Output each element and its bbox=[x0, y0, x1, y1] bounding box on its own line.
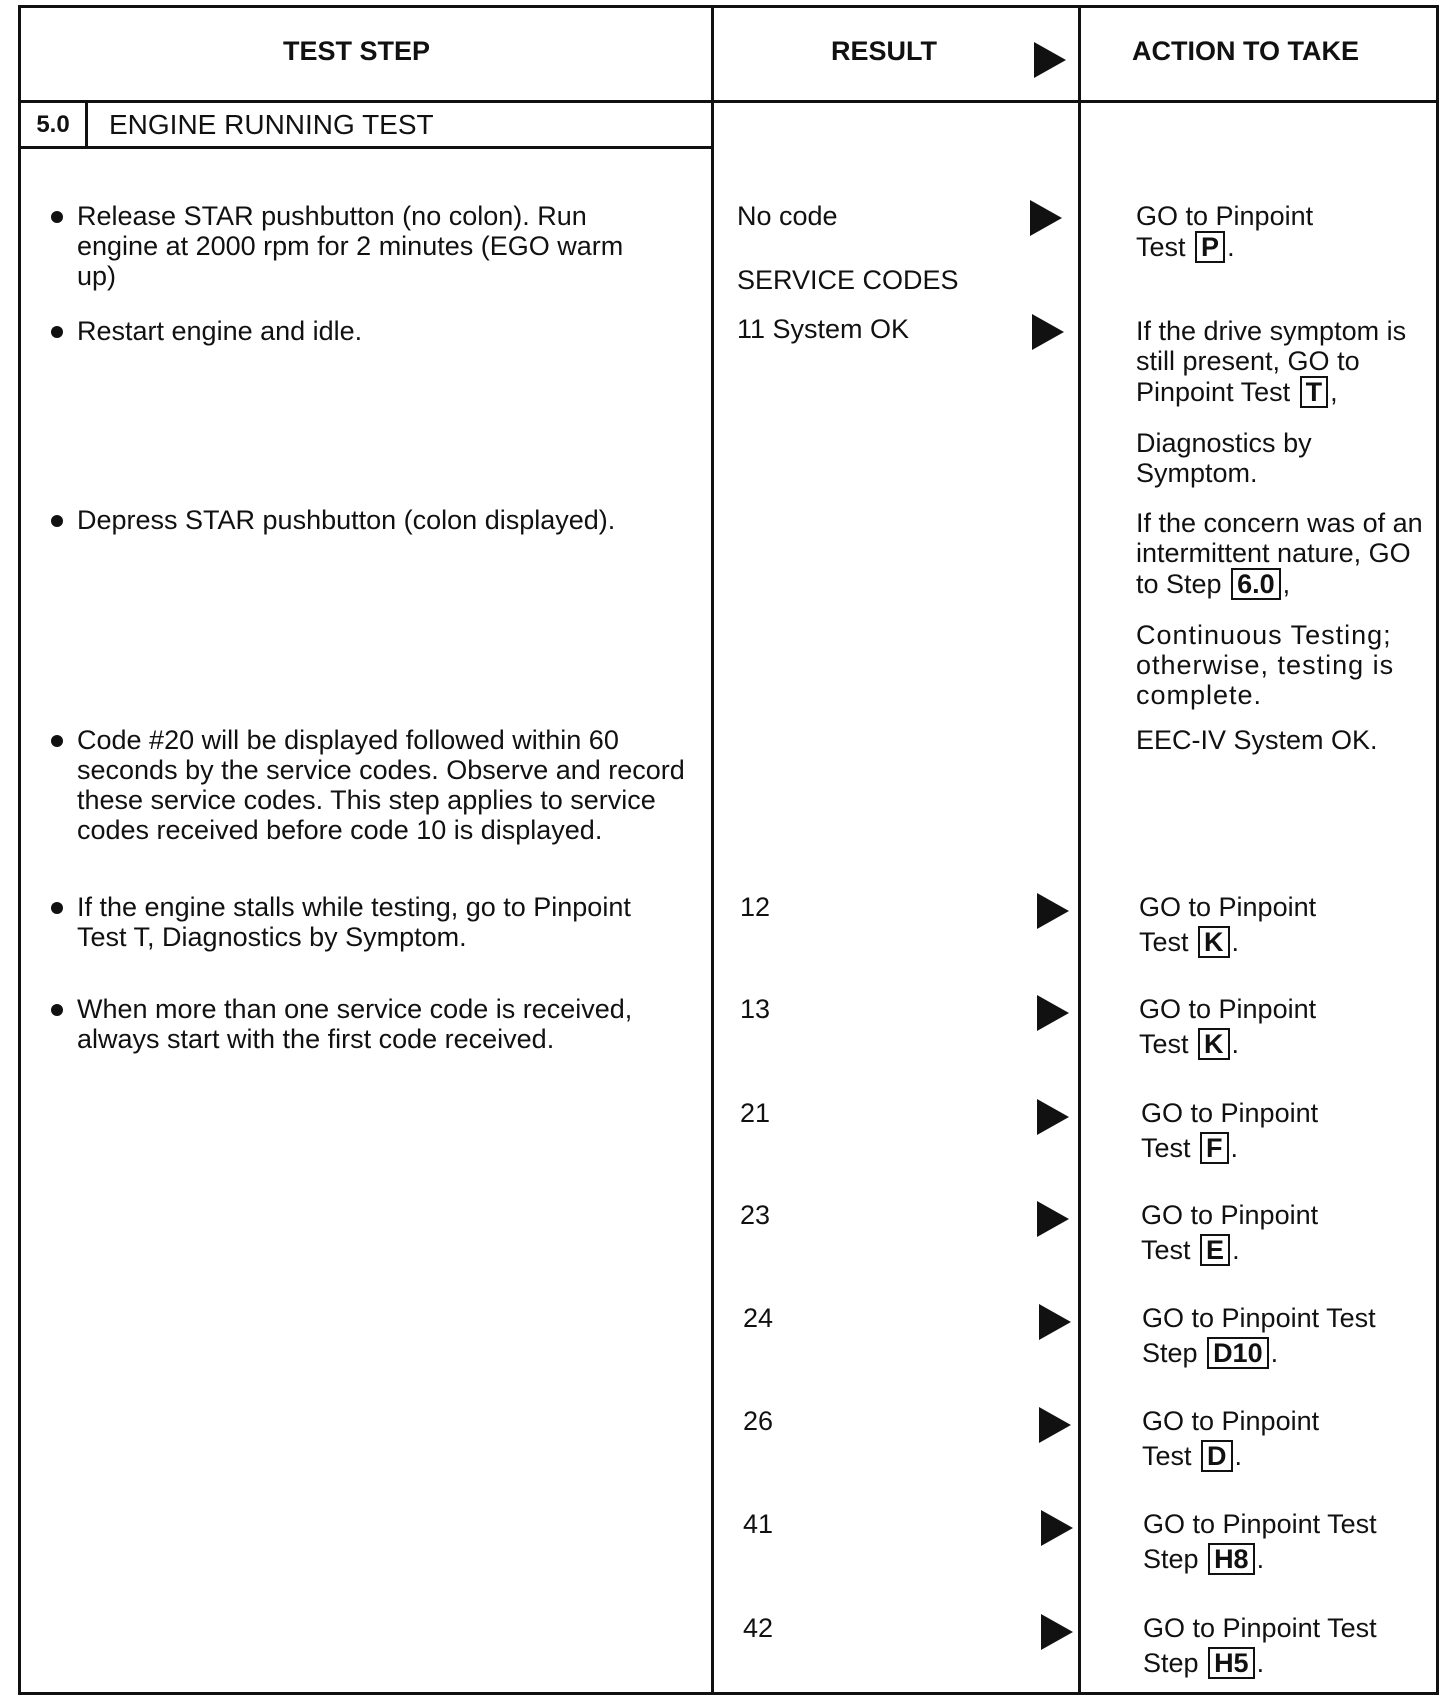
action-system-ok: If the drive symptom is still present, GO to Pinpoint Test T , bbox=[1136, 316, 1407, 407]
diagnostic-table: TEST STEP RESULT ACTION TO TAKE 5.0 ENGINE RUNNING TEST Release STAR pushbutton (no colon). Run engine at 2000 rpm for 2 minutes (EGO warm up) Restart engine and idle. Depress STAR pushbutton (colon displayed). Code #20 will be displayed followed within 60 seconds by the service codes. Observe and record these service codes. This step applies to service codes received before code 10 is displayed. If the engine stalls while testing, go to Pinpoint Test T, Diagnostics by Symptom. When more than one service code is received, always start with the first code received. No code SERVICE CODES 11 System OK 12 13 21 23 24 26 41 42 GO to Pinpoint Test P . If the drive symptom is still present, GO to Pinpoint Test T , Diagnostics by Symptom. If the concern was of an intermittent nature, GO to Step 6.0 , Continuous Testing; otherwise, testing is complete. EEC-IV System OK. GO to Pinpoint Test K . GO to Pinpoint Test K . GO to Pinpoint Test F . GO to Pinpoint Test E . GO to Pinpoint Test Step D10 . GO to Pinpoint Test D . GO to Pinpoint Test Step H8 . GO to Pinpoint Test Step H5 . bbox=[18, 5, 1439, 1695]
bullet-icon bbox=[51, 326, 63, 338]
step-ref: 6.0 bbox=[1231, 568, 1281, 600]
result-code: 41 bbox=[743, 1509, 774, 1539]
action-code: GO to Pinpoint Test K . bbox=[1139, 892, 1317, 957]
action-code: GO to Pinpoint Test D . bbox=[1142, 1406, 1320, 1471]
action-intermittent: If the concern was of an intermittent nature, GO to Step 6.0 , bbox=[1136, 508, 1423, 599]
action-code: GO to Pinpoint Test F . bbox=[1141, 1098, 1319, 1163]
bullet-icon bbox=[51, 735, 63, 747]
action-text: Continuous Testing; otherwise, testing is complete. bbox=[1136, 620, 1395, 710]
bullet-icon bbox=[51, 211, 63, 223]
pinpoint-ref: P bbox=[1195, 231, 1225, 263]
arrow-icon bbox=[1030, 200, 1062, 236]
result-code: 21 bbox=[740, 1098, 771, 1128]
pinpoint-ref: K bbox=[1198, 926, 1230, 958]
header-action: ACTION TO TAKE bbox=[1132, 36, 1359, 66]
step-number: 5.0 bbox=[21, 103, 88, 146]
bullet-icon bbox=[51, 902, 63, 914]
action-code: GO to Pinpoint Test K . bbox=[1139, 994, 1317, 1059]
step-heading bbox=[21, 103, 711, 149]
result-system-ok: 11 System OK bbox=[737, 314, 910, 344]
action-code: GO to Pinpoint Test E . bbox=[1141, 1200, 1319, 1265]
pinpoint-ref: D bbox=[1201, 1440, 1233, 1472]
pinpoint-ref: T bbox=[1300, 376, 1329, 408]
action-code: GO to Pinpoint Test Step H5 . bbox=[1143, 1613, 1377, 1678]
result-code: 24 bbox=[743, 1303, 774, 1333]
arrow-icon bbox=[1041, 1510, 1073, 1546]
column-divider bbox=[711, 8, 714, 1692]
result-no-code: No code bbox=[737, 201, 838, 231]
action-code: GO to Pinpoint Test Step H8 . bbox=[1143, 1509, 1377, 1574]
pinpoint-ref: K bbox=[1198, 1028, 1230, 1060]
result-code: 13 bbox=[740, 994, 771, 1024]
arrow-icon bbox=[1037, 893, 1069, 929]
step-ref: D10 bbox=[1207, 1337, 1269, 1369]
pinpoint-ref: E bbox=[1200, 1234, 1230, 1266]
column-divider bbox=[1078, 8, 1081, 1692]
arrow-icon bbox=[1039, 1304, 1071, 1340]
arrow-icon bbox=[1039, 1407, 1071, 1443]
pinpoint-ref: F bbox=[1200, 1132, 1229, 1164]
action-text: Diagnostics by Symptom. bbox=[1136, 428, 1312, 488]
action-no-code: GO to Pinpoint Test P . bbox=[1136, 201, 1314, 262]
step-ref: H5 bbox=[1208, 1647, 1255, 1679]
bullet-icon bbox=[51, 515, 63, 527]
arrow-icon bbox=[1037, 995, 1069, 1031]
result-code: 23 bbox=[740, 1200, 771, 1230]
arrow-icon bbox=[1032, 314, 1064, 350]
arrow-icon bbox=[1041, 1614, 1073, 1650]
step-ref: H8 bbox=[1208, 1543, 1255, 1575]
bullet-icon bbox=[51, 1004, 63, 1016]
step-title: ENGINE RUNNING TEST bbox=[109, 109, 434, 140]
action-text: EEC-IV System OK. bbox=[1136, 725, 1378, 755]
result-service-codes-label: SERVICE CODES bbox=[737, 265, 959, 295]
result-code: 26 bbox=[743, 1406, 774, 1436]
header-result: RESULT bbox=[831, 36, 937, 66]
arrow-icon bbox=[1037, 1099, 1069, 1135]
header-test-step: TEST STEP bbox=[283, 36, 431, 66]
arrow-icon bbox=[1037, 1201, 1069, 1237]
arrow-icon bbox=[1034, 42, 1066, 78]
result-code: 12 bbox=[740, 892, 771, 922]
result-code: 42 bbox=[743, 1613, 774, 1643]
action-code: GO to Pinpoint Test Step D10 . bbox=[1142, 1303, 1376, 1368]
